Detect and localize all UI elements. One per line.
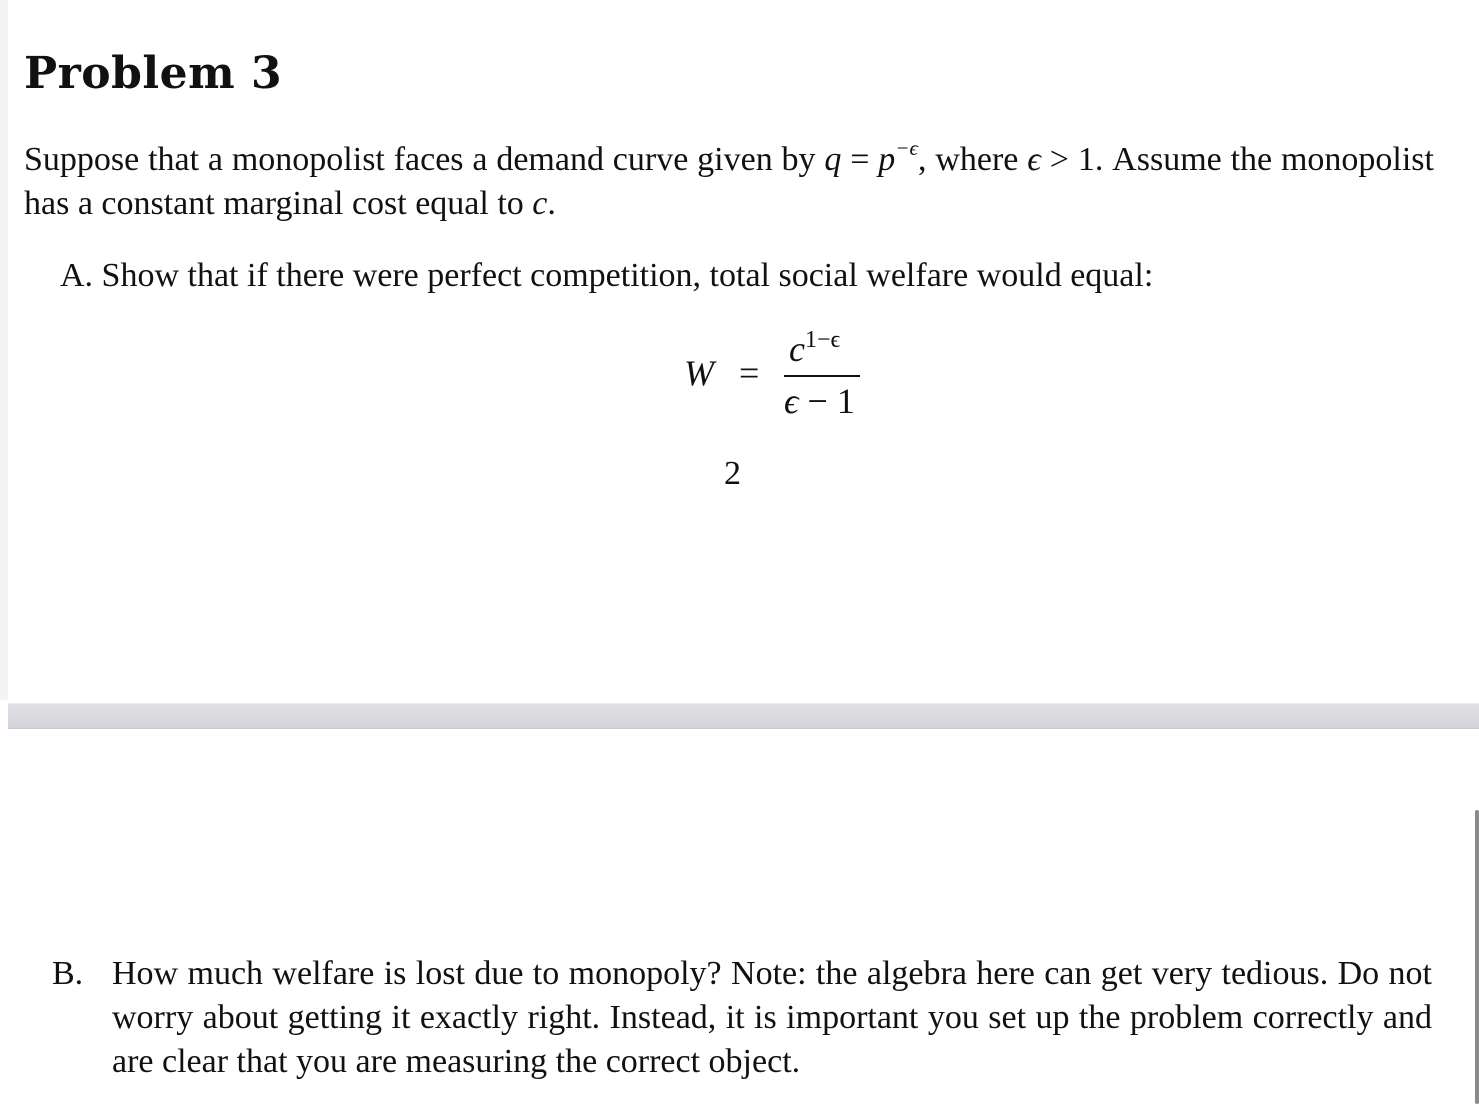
part-a-question: A. Show that if there were perfect competition, total social welfare would equal: [60,257,1154,294]
math-p-exponent: −ϵ [895,135,918,160]
part-b-question [52,952,1432,1084]
denominator-rest: − 1 [798,381,855,421]
equation-lhs: W [684,353,714,393]
vertical-scrollbar[interactable] [1475,810,1479,1104]
page-separator [8,700,1479,730]
left-margin [0,0,8,700]
page-number: 2 [724,455,741,492]
page-top [8,0,1479,700]
welfare-equation [684,328,884,428]
math-equals: = [841,141,879,178]
intro-text-4: . [547,185,556,222]
equation-equals: = [739,353,760,393]
numerator-exponent: 1−ϵ [804,327,841,353]
intro-text-1: Suppose that a monopolist faces a demand curve given by [24,141,825,178]
math-c: c [532,185,548,222]
problem-intro [24,135,1434,226]
page-gap-bar [8,703,1479,729]
fraction-bar [784,375,860,377]
numerator-base: c [789,329,805,369]
fraction-denominator [784,380,855,422]
part-b-text: How much welfare is lost due to monopoly? Note: the algebra here can get very tedious. Do not worry about getting it exactly right. Instead, it is important you set up the problem correctly and are clear that you are measuring the correct object. [112,955,1432,1080]
fraction-numerator [789,328,840,370]
problem-title: Problem 3 [24,48,283,99]
intro-text-2: , where [917,141,1028,178]
intro-text-3: > 1. Assume the monopolist has a constant marginal cost equal to [24,141,1434,222]
math-p: p [878,141,896,178]
math-epsilon: ϵ [1027,141,1041,178]
math-q: q [824,141,842,178]
part-b-label: B. [52,955,84,992]
denominator-epsilon: ϵ [784,381,799,421]
